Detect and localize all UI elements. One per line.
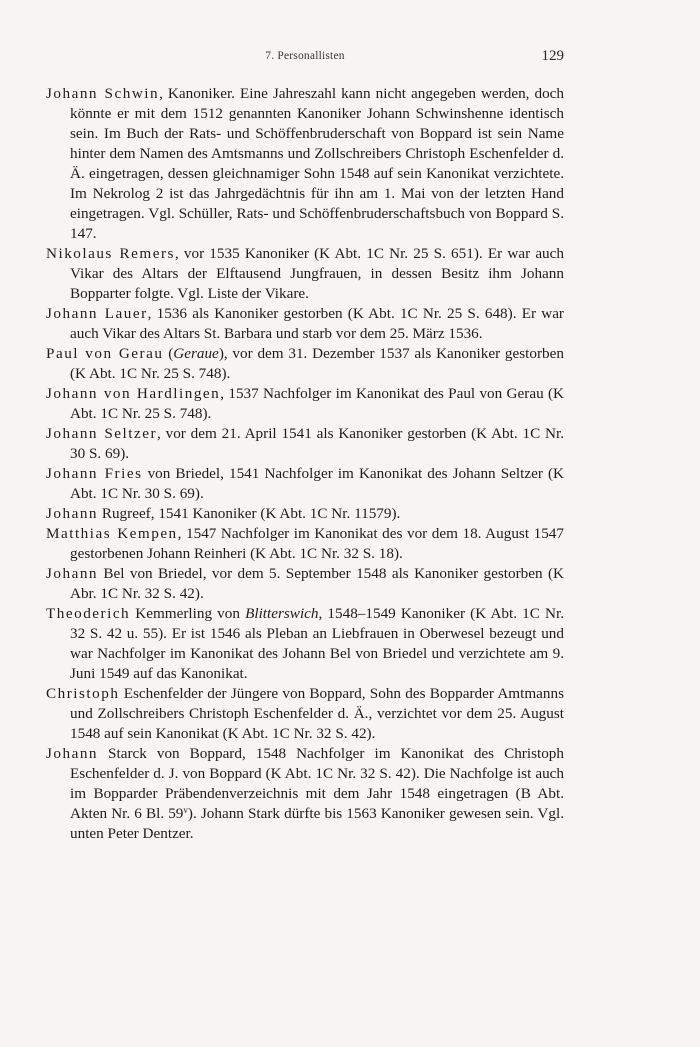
entry-name: Theoderich <box>46 605 131 622</box>
entry-text: ( <box>163 345 174 362</box>
list-entry <box>46 384 564 424</box>
list-entry <box>46 604 564 684</box>
list-entry <box>46 504 564 524</box>
entry-name: Matthias Kempen <box>46 525 178 542</box>
list-entry <box>46 244 564 304</box>
list-entry <box>46 524 564 564</box>
entry-text: von Briedel, 1541 Nachfolger im Kanonikat des Johann Seltzer (K Abt. 1C Nr. 30 S. 69). <box>70 465 564 502</box>
entry-name: Johann Seltzer <box>46 425 158 442</box>
entry-name: Johann Fries <box>46 465 143 482</box>
entry-name: Johann <box>46 745 99 762</box>
entry-italic: Blitterswich <box>245 605 319 622</box>
entry-text: Starck von Boppard, 1548 Nachfolger im Kanonikat des Christoph Eschenfelder d. J. von Boppard (K Abt. 1C Nr. 32 S. 42). Die Nachfolge ist auch im Bopparder Präbendenverzeichnis mit dem Jahr 1548 eingetragen (B Abt. Akten Nr. 6 Bl. 59 <box>70 745 564 822</box>
entry-text: Bel von Briedel, vor dem 5. September 1548 als Kanoniker gestorben (K Abr. 1C Nr. 32 S. 42). <box>70 565 564 602</box>
entry-text: , Kanoniker. Eine Jahreszahl kann nicht angegeben werden, doch könnte er mit dem 1512 genannten Kanoniker Johann Schwinshenne identisch sein. Im Buch der Rats- und Schöffenbruderschaft von Boppard ist sein Name hinter dem Namen des Amtsmanns und Zollschreibers Christoph Eschenfelder d. Ä. eingetragen, dessen gleichnamiger Sohn 1548 auf sein Kanonikat verzichtete. Im Nekrolog 2 ist das Jahrgedächtnis für ihn am 1. Mai von der letzten Hand eingetragen. Vgl. Schüller, Rats- und Schöffenbruderschaftsbuch von Boppard S. 147. <box>70 85 564 242</box>
entry-text: , 1537 Nachfolger im Kanonikat des Paul von Gerau (K Abt. 1C Nr. 25 S. 748). <box>70 385 564 422</box>
entry-name: Johann Schwin <box>46 85 160 102</box>
list-entry <box>46 424 564 464</box>
entry-text: Rugreef, 1541 Kanoniker (K Abt. 1C Nr. 11579). <box>98 505 401 522</box>
list-entry <box>46 344 564 384</box>
list-entry <box>46 684 564 744</box>
list-entry <box>46 304 564 344</box>
list-entry <box>46 464 564 504</box>
entry-text: Kemmerling von <box>130 605 246 622</box>
list-entry <box>46 84 564 244</box>
entry-superscript: v <box>183 805 188 815</box>
entry-text-cont: ). Johann Stark dürfte bis 1563 Kanoniker gewesen sein. Vgl. unten Peter Dentzer. <box>70 805 564 842</box>
entry-name: Nikolaus Remers <box>46 245 175 262</box>
entry-text: Eschenfelder der Jüngere von Boppard, Sohn des Bopparder Amtmanns und Zollschreibers Christoph Eschenfelder d. Ä., verzichtet vor dem 25. August 1548 auf sein Kanonikat (K Abt. 1C Nr. 32 S. 42). <box>70 685 564 742</box>
list-entry <box>46 744 564 844</box>
list-entry <box>46 564 564 604</box>
entry-text: , vor dem 21. April 1541 als Kanoniker gestorben (K Abt. 1C Nr. 30 S. 69). <box>70 425 564 462</box>
entry-name: Johann Lauer <box>46 305 148 322</box>
entry-text-cont: ), vor dem 31. Dezember 1537 als Kanoniker gestorben (K Abt. 1C Nr. 25 S. 748). <box>70 345 564 382</box>
entry-name: Johann <box>46 505 99 522</box>
entry-name: Johann <box>46 565 99 582</box>
entry-name: Johann von Hardlingen <box>46 385 221 402</box>
running-head: 7. Personallisten <box>265 50 345 62</box>
personnel-list <box>46 84 564 844</box>
entry-text-cont: , 1548–1549 Kanoniker (K Abt. 1C Nr. 32 S. 42 u. 55). Er ist 1546 als Pleban an Liebfrauen in Oberwesel bezeugt und war Nachfolger im Kanonikat des Johann Bel von Briedel und verzichtete am 9. Juni 1549 auf das Kanonikat. <box>70 605 564 682</box>
entry-name: Christoph <box>46 685 120 702</box>
page-header <box>46 48 564 68</box>
entry-name: Paul von Gerau <box>46 345 164 362</box>
entry-text: , 1547 Nachfolger im Kanonikat des vor dem 18. August 1547 gestorbenen Johann Reinheri (K Abt. 1C Nr. 32 S. 18). <box>70 525 564 562</box>
entry-text: , 1536 als Kanoniker gestorben (K Abt. 1C Nr. 25 S. 648). Er war auch Vikar des Altars St. Barbara und starb vor dem 25. März 1536. <box>70 305 564 342</box>
page-number: 129 <box>541 48 564 64</box>
entry-text: , vor 1535 Kanoniker (K Abt. 1C Nr. 25 S. 651). Er war auch Vikar des Altars der Elftausend Jungfrauen, in dessen Besitz ihm Johann Bopparter folgte. Vgl. Liste der Vikare. <box>70 245 564 302</box>
entry-italic: Geraue <box>173 345 219 362</box>
